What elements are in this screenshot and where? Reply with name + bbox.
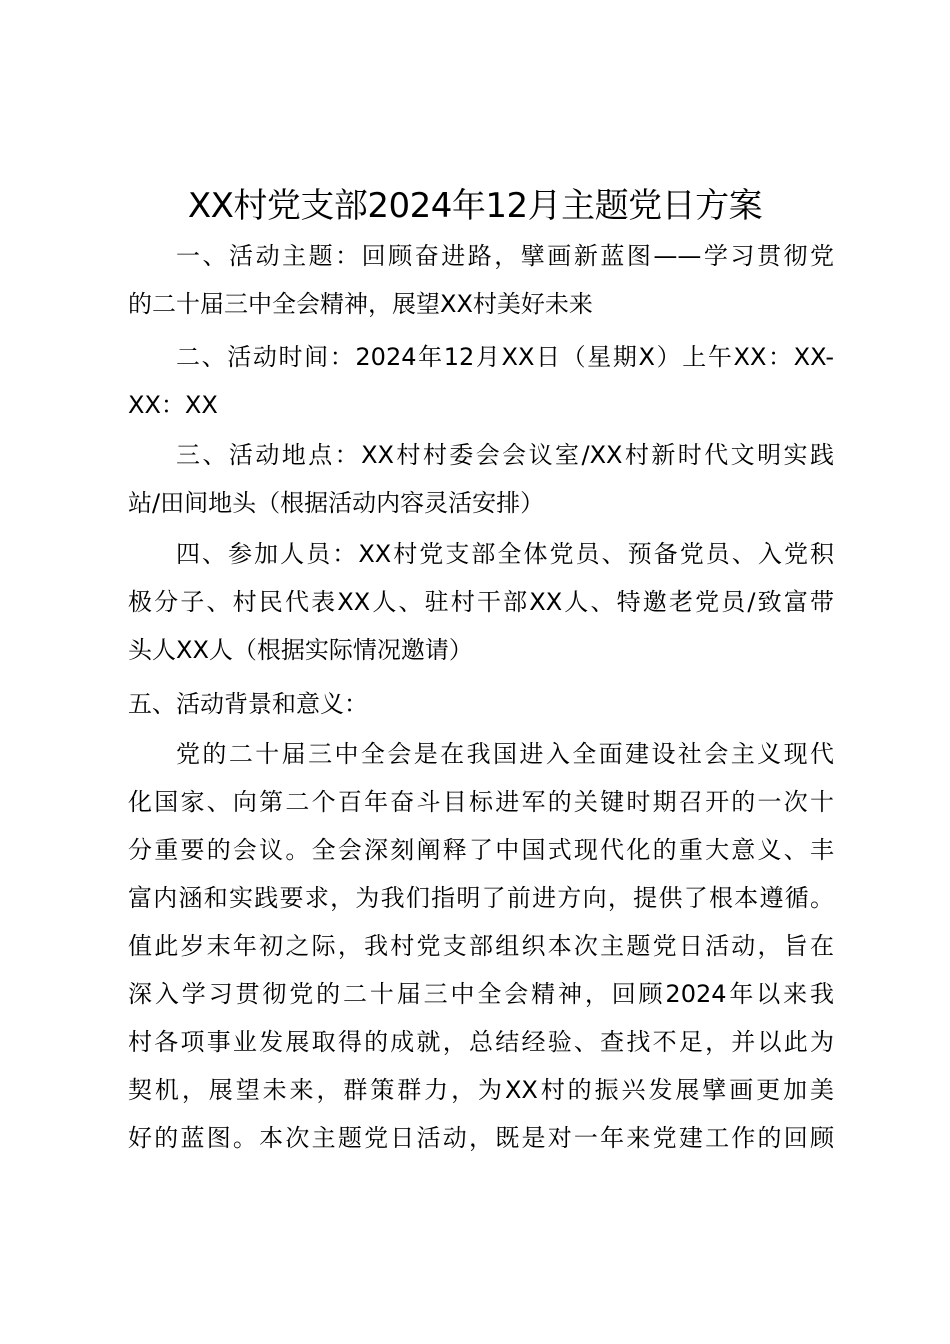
- text-line: 值此岁末年初之际，我村党支部组织本次主题党日活动，旨在: [128, 932, 834, 960]
- text-line: 极分子、村民代表XX人、驻村干部XX人、特邀老党员/致富带: [128, 588, 834, 616]
- text-line: 一、活动主题：回顾奋进路，擘画新蓝图——学习贯彻党: [176, 242, 834, 270]
- text-line: 的二十届三中全会精神，展望XX村美好未来: [128, 290, 593, 318]
- text-line: 分重要的会议。全会深刻阐释了中国式现代化的重大意义、丰: [128, 836, 834, 864]
- text-line: 头人XX人（根据实际情况邀请）: [128, 636, 473, 664]
- text-line: 化国家、向第二个百年奋斗目标进军的关键时期召开的一次十: [128, 788, 834, 816]
- document-title: XX村党支部2024年12月主题党日方案: [187, 186, 763, 226]
- text-line: 村各项事业发展取得的成就，总结经验、查找不足，并以此为: [128, 1028, 834, 1056]
- text-line: 站/田间地头（根据活动内容灵活安排）: [128, 489, 545, 517]
- section-background-heading: [128, 680, 834, 728]
- text-line: 党的二十届三中全会是在我国进入全面建设社会主义现代: [176, 740, 834, 768]
- section-participants: [128, 530, 834, 674]
- section-background-body: [128, 730, 834, 1162]
- text-line: 深入学习贯彻党的二十届三中全会精神，回顾2024年以来我: [128, 980, 834, 1008]
- text-line: 好的蓝图。本次主题党日活动，既是对一年来党建工作的回顾: [128, 1124, 834, 1152]
- text-line: 二、活动时间：2024年12月XX日（星期X）上午XX：XX-: [176, 343, 834, 371]
- text-line: XX：XX: [128, 391, 218, 419]
- text-line: 三、活动地点：XX村村委会会议室/XX村新时代文明实践: [176, 441, 834, 469]
- section-heading: 五、活动背景和意义：: [128, 690, 368, 718]
- text-line: 四、参加人员：XX村党支部全体党员、预备党员、入党积: [176, 540, 834, 568]
- section-theme: [128, 232, 834, 328]
- text-line: 富内涵和实践要求，为我们指明了前进方向，提供了根本遵循。: [128, 884, 834, 912]
- text-line: 契机，展望未来，群策群力，为XX村的振兴发展擘画更加美: [128, 1076, 834, 1104]
- section-time: [128, 333, 834, 429]
- section-location: [128, 431, 834, 527]
